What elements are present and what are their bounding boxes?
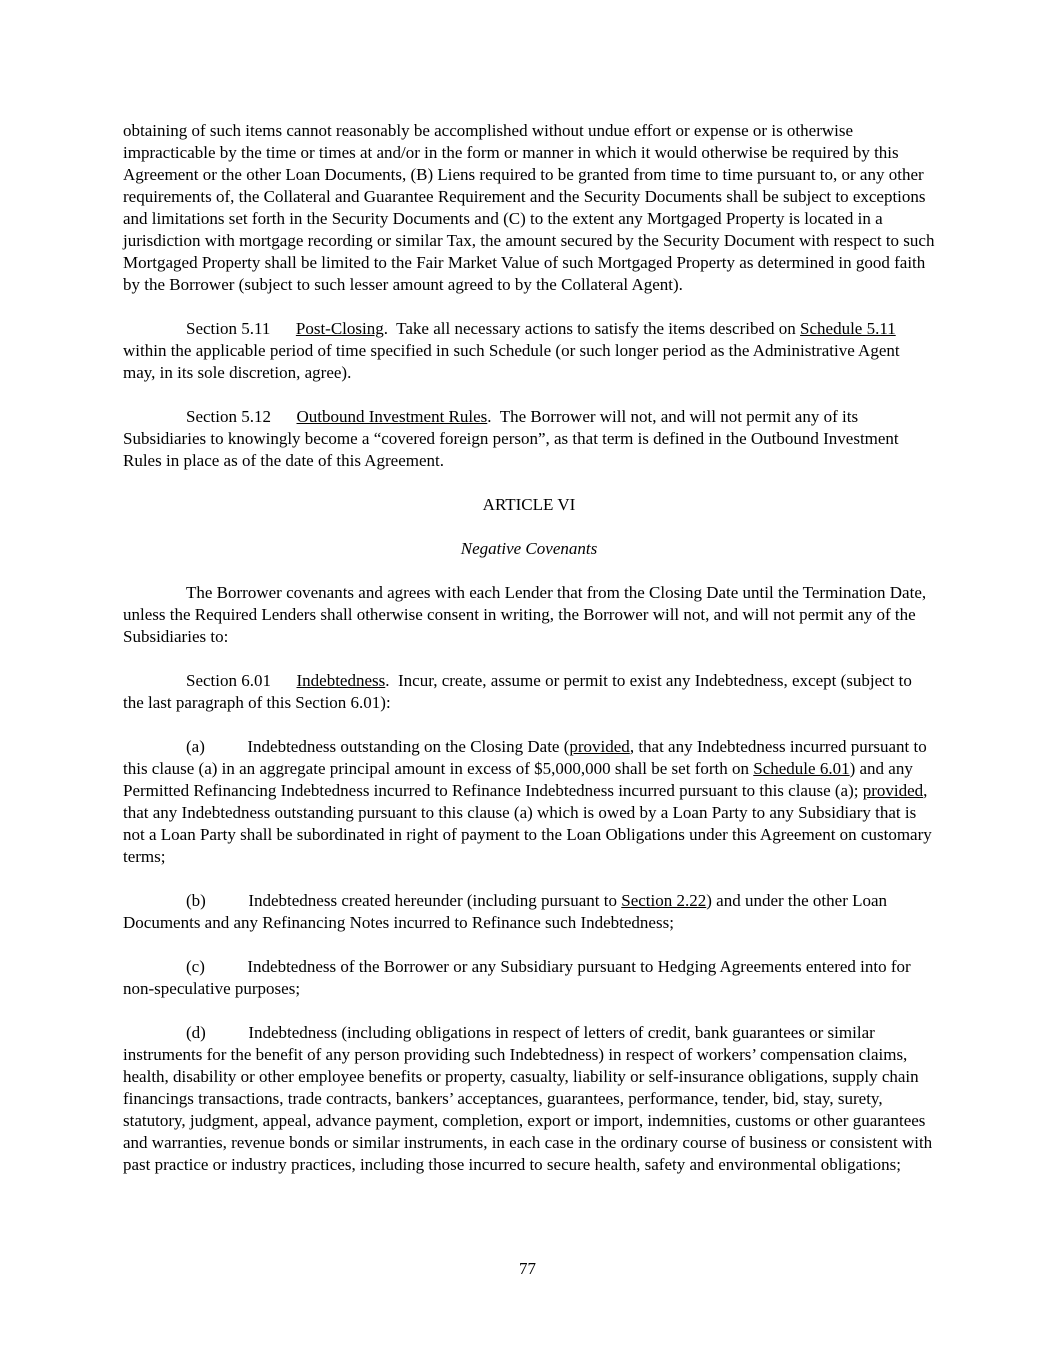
text-segment: . The Borrower will not, and will not permit any of its Subsidiaries to knowingly become a “covered foreign person”, as that term is defined in the Outbound Investment Rules in place as of the date of this Agreement. [123, 407, 903, 470]
text-segment: . Incur, create, assume or permit to exist any Indebtedness, except (subject to the last paragraph of this Section 6.01): [123, 671, 917, 712]
paragraph-continuation [123, 120, 939, 296]
text-segment: (a) Indebtedness outstanding on the Closing Date ( [186, 737, 570, 756]
text-segment: Section 5.11 [186, 319, 296, 338]
section-6-01-paragraph [123, 670, 935, 714]
clause-a-paragraph [123, 736, 935, 868]
underlined-text: Section 2.22 [621, 891, 707, 910]
clause-c-paragraph [123, 956, 935, 1000]
article-vi-heading: ARTICLE VI [482, 495, 576, 514]
underlined-text: provided [569, 737, 630, 756]
text-segment: obtaining of such items cannot reasonably be accomplished without undue effort or expense or is otherwise impracticable by the time or times at and/or in the form or manner in which it would otherwise be required by this Agreement or the other Loan Documents, (B) Liens required to be granted from time to time pursuant to, or any other requirements of, the Collateral and Guarantee Requirement and the Security Documents shall be subject to exceptions and limitations set forth in the Security Documents and (C) to the extent any Mortgaged Property is located in a jurisdiction with mortgage recording or similar Tax, the amount secured by the Security Document with respect to such Mortgaged Property shall be limited to the Fair Market Value of such Mortgaged Property as determined in good faith by the Borrower (subject to such lesser amount agreed to by the Collateral Agent). [123, 121, 939, 294]
text-segment: (d) Indebtedness (including obligations in respect of letters of credit, bank guarantees or similar instruments for the benefit of any person providing such Indebtedness) in respect of workers’ compensation claims, health, disability or other employee benefits or property, casualty, liability or self-insurance obligations, supply chain financings transactions, trade contracts, bankers’ acceptances, guarantees, performance, tender, bid, stay, surety, statutory, judgment, appeal, advance payment, completion, export or import, indemnities, customs or other guarantees and warranties, revenue bonds or similar instruments, in each case in the ordinary course of business or consistent with past practice or industry practices, including those incurred to secure health, safety and environmental obligations; [123, 1023, 937, 1174]
text-segment: , that any Indebtedness outstanding pursuant to this clause (a) which is owed by a Loan Party to any Subsidiary that is not a Loan Party shall be subordinated in right of payment to the Loan Obligations under this Agreement on customary terms; [123, 781, 936, 866]
covenants-intro-paragraph [123, 582, 935, 648]
underlined-text: Outbound Investment Rules [296, 407, 488, 426]
text-segment: Section 5.12 [186, 407, 297, 426]
text-segment: (b) Indebtedness created hereunder (including pursuant to [186, 891, 622, 910]
underlined-text: Post-Closing [295, 319, 384, 338]
section-5-12-paragraph [123, 406, 935, 472]
underlined-text: Schedule 6.01 [753, 759, 850, 778]
text-segment: ) and any Permitted Refinancing Indebtedness incurred to Refinance Indebtedness incurred pursuant to this clause (a); [123, 759, 918, 800]
document-body [123, 120, 939, 1176]
underlined-text: Indebtedness [296, 671, 386, 690]
section-5-11-paragraph [123, 318, 935, 384]
clause-d-paragraph [123, 1022, 935, 1176]
negative-covenants-subheading: Negative Covenants [460, 539, 598, 558]
underlined-text: provided [862, 781, 924, 800]
text-segment: The Borrower covenants and agrees with each Lender that from the Closing Date until the Termination Date, unless the Required Lenders shall otherwise consent in writing, the Borrower will not, and will not permit any of the Subsidiaries to: [123, 583, 931, 646]
text-segment: , that any Indebtedness incurred pursuant to this clause (a) in an aggregate principal amount in excess of $5,000,000 shall be set forth on [123, 737, 932, 778]
text-segment: (c) Indebtedness of the Borrower or any Subsidiary pursuant to Hedging Agreements entered into for non-speculative purposes; [123, 957, 915, 998]
text-segment: . Take all necessary actions to satisfy the items described on [383, 319, 801, 338]
underlined-text: Schedule 5.11 [800, 319, 896, 338]
text-segment: within the applicable period of time specified in such Schedule (or such longer period as the Administrative Agent may, in its sole discretion, agree). [123, 319, 904, 382]
page-number: 77 [519, 1259, 536, 1278]
text-segment: Section 6.01 [186, 671, 297, 690]
text-segment: ) and under the other Loan Documents and any Refinancing Notes incurred to Refinance such Indebtedness; [123, 891, 892, 932]
clause-b-paragraph [123, 890, 935, 934]
